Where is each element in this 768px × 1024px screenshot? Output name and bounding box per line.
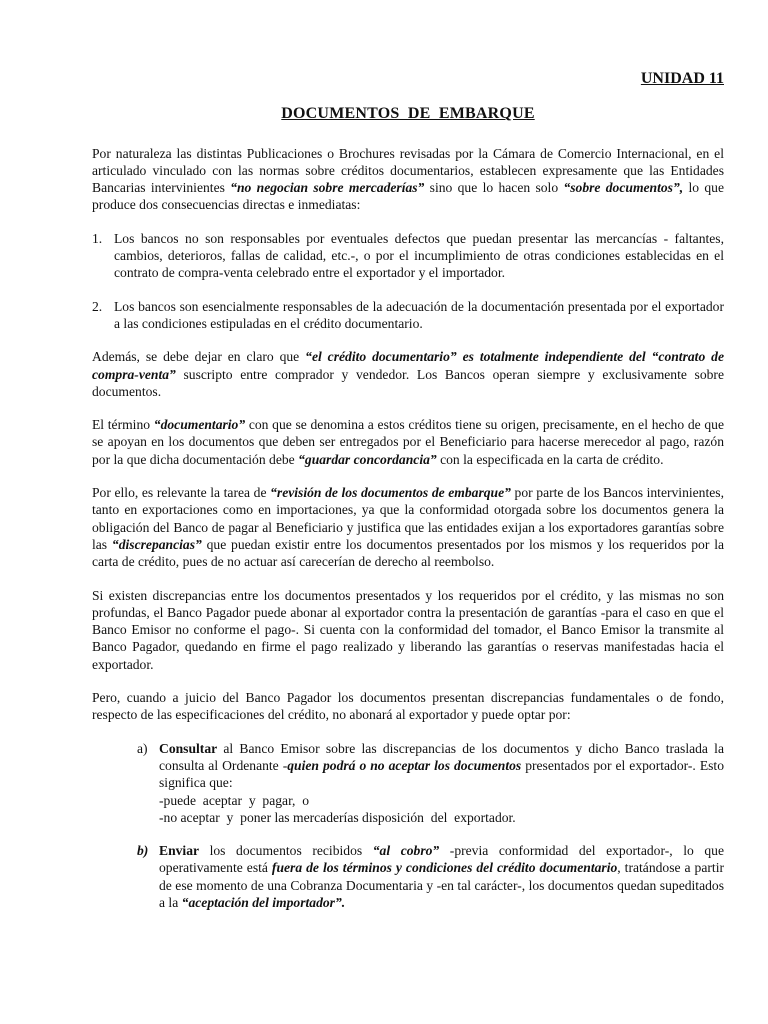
emphasis-independiente: “el crédito documentario” es totalmente independiente del “contrato de compra-venta”	[92, 349, 724, 382]
emphasis-documentario: “documentario”	[153, 417, 246, 433]
emphasis-revision: “revisión de los documentos de embarque”	[270, 485, 511, 501]
emphasis-no-negocian: “no negocian sobre mercaderías”	[230, 180, 425, 196]
paragraph-fundamental-discrepancies: Pero, cuando a juicio del Banco Pagador los documentos presentan discrepancias fundamentales o de fondo, respecto de las especificaciones del crédito, no abonará al exportador y puede optar por:	[92, 690, 724, 723]
emphasis-fuera-terminos: fuera de los términos y condiciones del crédito documentario	[271, 860, 618, 876]
document-page	[92, 70, 724, 927]
option-b: b) Enviar los documentos recibidos “al cobro” -previa conformidad del exportador-, lo que operativamente está fuera de los términos y condiciones del crédito documentario, tratándose a partir de ese momento de una Cobranza Documentaria y -en tal carácter-, los documentos quedan supeditados a la “aceptación del importador”.	[137, 843, 724, 910]
list-item: 2. Los bancos son esencialmente responsables de la adecuación de la documentación presentada por el exportador a las condiciones estipuladas en el crédito documentario.	[92, 298, 724, 331]
emphasis-sobre-documentos: “sobre documentos”,	[563, 180, 684, 196]
paragraph-independence: Además, se debe dejar en claro que “el crédito documentario” es totalmente independiente del “contrato de compra-venta” suscripto entre comprador y vendedor. Los Bancos operan siempre y exclusivamente sobre documentos.	[92, 349, 724, 399]
page-title: DOCUMENTOS DE EMBARQUE	[281, 105, 535, 123]
emphasis-guardar-concordancia: “guardar concordancia”	[298, 451, 437, 467]
list-item: 1. Los bancos no son responsables por eventuales defectos que puedan presentar las mercancías - faltantes, cambios, deterioros, fallas de calidad, etc.-, o por el incumplimiento de otras condiciones establecidas en el contrato de compra-venta celebrado entre el exportador y el importador.	[92, 230, 724, 281]
emphasis-quien-podra: quien podrá o no aceptar los documentos	[287, 757, 522, 773]
paragraph-minor-discrepancies: Si existen discrepancias entre los documentos presentados y los requeridos por el crédito, y las mismas no son profundas, el Banco Pagador puede abonar al exportador contra la presentación de garantías -para el caso en que el Banco Emisor no conforme el pago-. Si cuenta con la conformidad del tomador, el Banco Emisor la transmite al Banco Pagador, quedando en firme el pago realizado y liberando las garantías o reservas manifestadas hacia el exportador.	[92, 587, 724, 672]
option-a: a) Consultar al Banco Emisor sobre las discrepancias de los documentos y dicho Banco traslada la consulta al Ordenante -quien podrá o no aceptar los documentos presentados por el exportador-. Esto significa que: -puede aceptar y pagar, o -no aceptar y poner las mercaderías disposición del exportador.	[137, 740, 724, 825]
paragraph-intro: Por naturaleza las distintas Publicaciones o Brochures revisadas por la Cámara de Comercio Internacional, en el articulado vinculado con las normas sobre créditos documentarios, establecen expresamente que las Entidades Bancarias intervinientes “no negocian sobre mercaderías” sino que lo hacen solo “sobre documentos”, lo que produce dos consecuencias directas e inmediatas:	[92, 145, 724, 213]
unit-label: UNIDAD 11	[640, 70, 724, 87]
emphasis-discrepancias: “discrepancias”	[111, 536, 202, 552]
paragraph-revision: Por ello, es relevante la tarea de “revisión de los documentos de embarque” por parte de los Bancos intervinientes, tanto en exportaciones como en importaciones, ya que la conformidad otorgada sobre los documentos genera la obligación del Banco de pagar al Beneficiario y justifica que las entidades exijan a los exportadores garantías sobre las “discrepancias” que puedan existir entre los documentos presentados por los mismos y los requeridos por la carta de crédito, pues de no actuar así carecerían de derecho al reembolso.	[92, 485, 725, 570]
emphasis-al-cobro: “al cobro”	[372, 843, 440, 859]
emphasis-aceptacion: “aceptación del importador”.	[181, 894, 346, 910]
paragraph-documentario: El término “documentario” con que se denomina a estos créditos tiene su origen, precisamente, en el hecho de que se apoyan en los documentos que deben ser entregados por el Beneficiario para hacerse merecedor al pago, razón por la que dicha documentación debe “guardar concordancia” con la especificada en la carta de crédito.	[92, 417, 724, 467]
